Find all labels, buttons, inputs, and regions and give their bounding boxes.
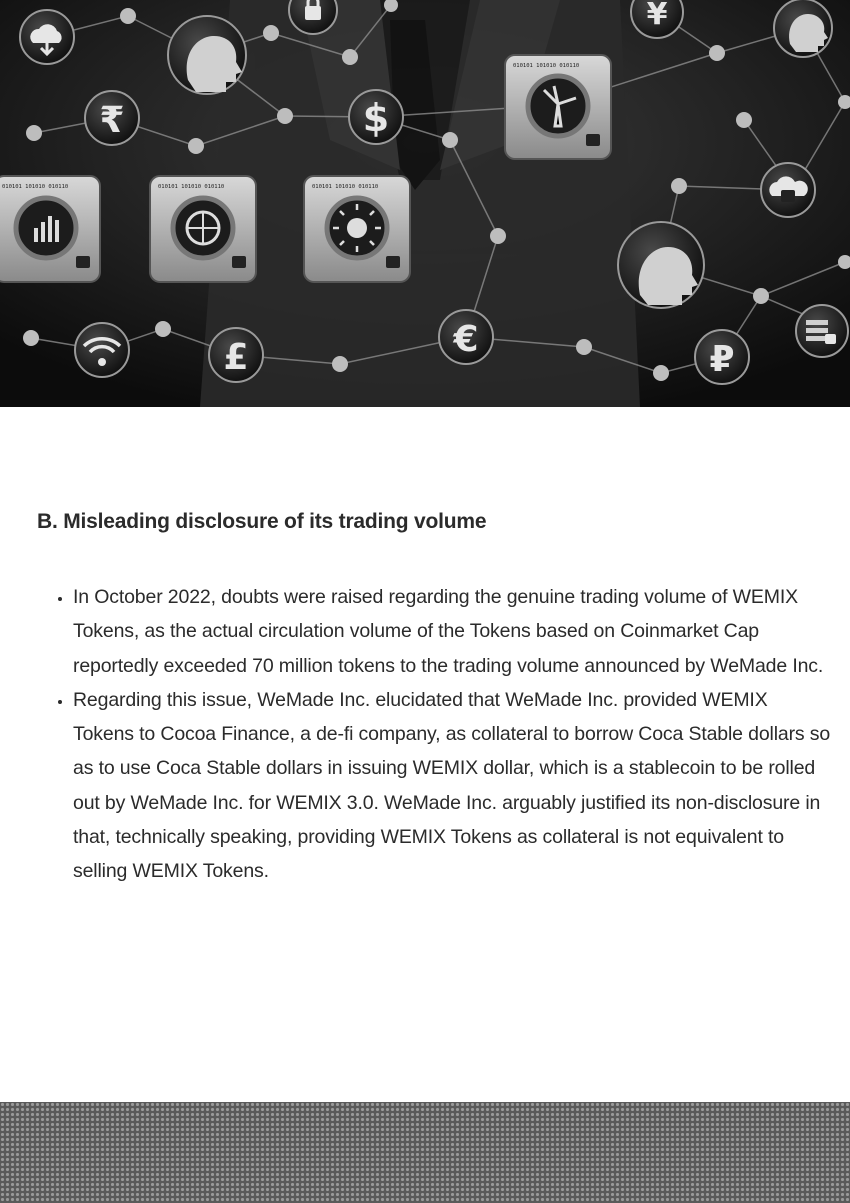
hero-image [0, 0, 850, 407]
svg-text:£: £ [223, 337, 249, 378]
chart-vault-icon [0, 176, 100, 282]
svg-text:$: $ [362, 96, 390, 140]
vault-binary-4: 010101 101010 010110 [513, 63, 580, 69]
svg-text:¥: ¥ [646, 0, 668, 32]
list-item: • In October 2022, doubts were raised regarding the genuine trading volume of WEMIX Tokens, as the actual circulation volume of the Tokens based on Coinmarket Cap reportedly exceeded 70 million tokens to the trading volume announced by WeMade Inc. [73, 580, 833, 683]
section-heading: B. Misleading disclosure of its trading volume [37, 510, 487, 533]
list-item: • Regarding this issue, WeMade Inc. elucidated that WeMade Inc. provided WEMIX Tokens to Cocoa Finance, a de-fi company, as collateral to borrow Coca Stable dollars so as to use Coca Stable dollars in issuing WEMIX dollar, which is a stablecoin to be rolled out by WeMade Inc. for WEMIX 3.0. WeMade Inc. arguably justified its non-disclosure in that, technically speaking, providing WEMIX Tokens as collateral is not equivalent to selling WEMIX Tokens. [73, 683, 833, 889]
bullet-list [37, 580, 833, 889]
footer-dotted-band [0, 1102, 850, 1203]
wind-turbine-vault-icon [505, 55, 611, 159]
svg-text:₹: ₹ [99, 100, 125, 141]
vault-binary-1: 010101 101010 010110 [2, 184, 69, 190]
vault-binary-3: 010101 101010 010110 [312, 184, 379, 190]
sun-vault-icon [304, 176, 410, 282]
svg-text:₽: ₽ [709, 339, 735, 380]
svg-text:€: € [453, 319, 479, 360]
vault-binary-2: 010101 101010 010110 [158, 184, 225, 190]
globe-vault-icon [150, 176, 256, 282]
wifi-icon [75, 323, 129, 377]
